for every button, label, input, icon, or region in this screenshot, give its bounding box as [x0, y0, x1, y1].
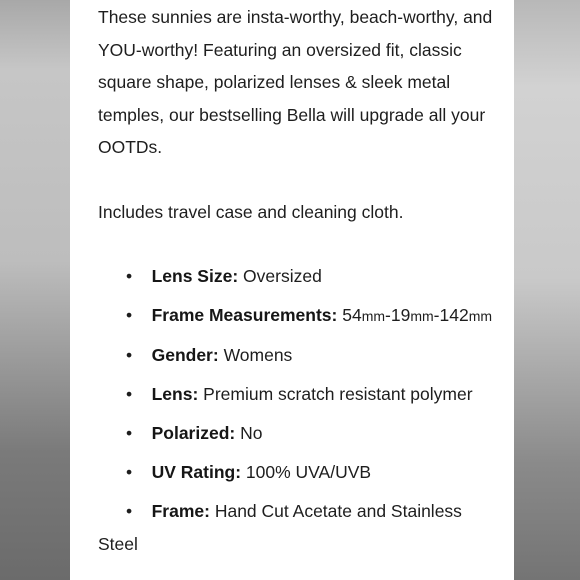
spec-list	[98, 260, 498, 560]
background-left-blur	[0, 0, 70, 580]
spec-label: Gender:	[151, 345, 219, 365]
spec-value-unit: mm	[410, 308, 434, 324]
bullet-icon: •	[126, 462, 133, 482]
spec-item-frame-measurements	[98, 299, 498, 333]
spec-value: Hand Cut Acetate and Stainless Steel	[98, 501, 462, 554]
spec-label: Lens:	[151, 384, 199, 404]
spec-value: Premium scratch resistant polymer	[203, 384, 473, 404]
spec-label: Frame Measurements:	[151, 305, 338, 325]
spec-item-frame	[98, 495, 498, 560]
spec-value-number: -19	[385, 305, 411, 325]
spec-value-number: -142	[433, 305, 469, 325]
bullet-icon: •	[126, 384, 133, 404]
includes-text: Includes travel case and cleaning cloth.	[98, 201, 404, 222]
spec-item-polarized	[98, 417, 498, 450]
spec-value: Womens	[223, 345, 293, 365]
product-description-panel	[70, 0, 514, 580]
bullet-icon: •	[126, 266, 133, 286]
bullet-icon: •	[126, 345, 133, 365]
spec-value-unit: mm	[468, 308, 493, 324]
spec-value: 100% UVA/UVB	[245, 462, 372, 482]
spec-label: Polarized:	[151, 423, 236, 443]
bullet-icon: •	[126, 305, 133, 325]
spec-item-uv-rating	[98, 456, 498, 489]
background-right-blur	[514, 0, 580, 580]
spec-item-gender	[98, 339, 498, 372]
spec-value: No	[240, 423, 263, 443]
spec-item-lens-size	[98, 260, 498, 293]
spec-label: Lens Size:	[151, 266, 239, 286]
bullet-icon: •	[126, 501, 133, 521]
spec-item-lens	[98, 378, 498, 411]
product-description-content	[98, 0, 498, 567]
spec-label: Frame:	[151, 501, 210, 521]
spec-value: Oversized	[243, 266, 322, 286]
spec-value-number: 54	[342, 305, 362, 325]
product-description-text: These sunnies are insta-worthy, beach-worthy, and YOU-worthy! Featuring an oversized fit, classic square shape, polarized lenses & sleek metal temples, our bestselling Bella will upgrade all your OOTDs.	[98, 7, 493, 157]
bullet-icon: •	[126, 423, 133, 443]
spec-value-unit: mm	[361, 308, 386, 324]
spec-label: UV Rating:	[151, 462, 242, 482]
